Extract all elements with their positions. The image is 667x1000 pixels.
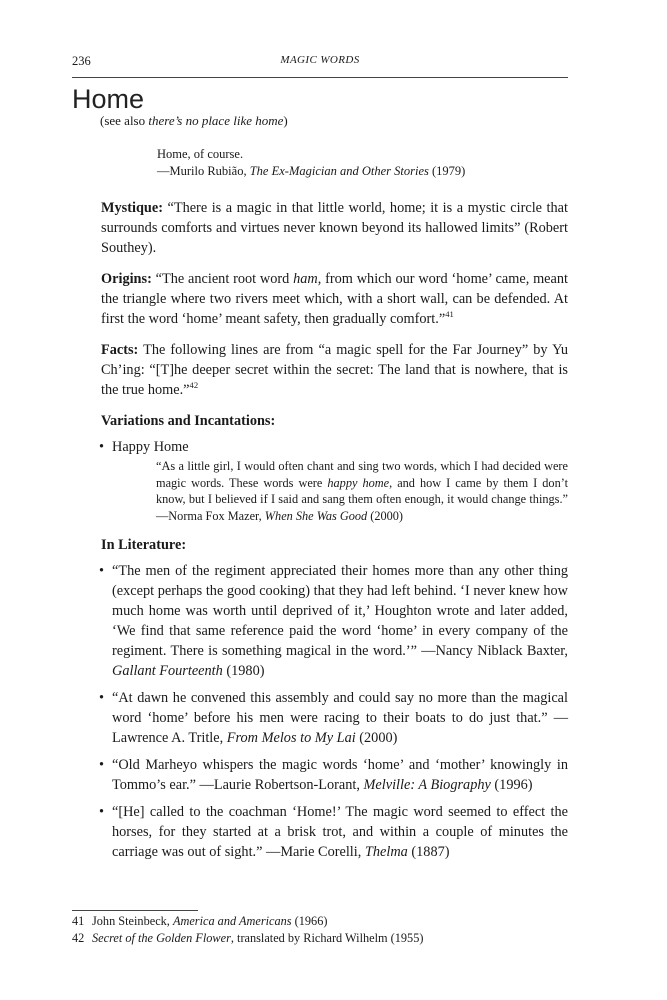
entry-body bbox=[101, 198, 568, 869]
footnote-41 bbox=[72, 913, 423, 930]
literature-quote: “The men of the regiment appreciated their homes more than any other thing (except perhaps the good cooking) that they had left behind. ‘I never knew how much home was worth until deprived of it,’ Houghton wrote and later added, ‘We find that same reference paid the word ‘home’ in every company of the regiment. There is something magical in the word.’” —Nancy Niblack Baxter, bbox=[112, 563, 568, 660]
variation-item bbox=[101, 437, 568, 524]
variation-quote-text-a: “As a little girl, I would often chant and sing two words, which I had decided were magic words. These words were bbox=[156, 459, 568, 490]
literature-quote: “Old Marheyo whispers the magic words ‘home’ and ‘mother’ knowingly in Tommo’s ear.” —Laurie Robertson-Lorant, bbox=[112, 757, 568, 794]
literature-source-year: (2000) bbox=[355, 730, 398, 747]
literature-item-text bbox=[112, 755, 568, 795]
facts-text: The following lines are from “a magic spell for the Far Journey” by Yu Ch’ing: “[T]he deeper secret within the secret: The land that is nowhere, that is the true home.” bbox=[101, 342, 568, 398]
origins-text-b: , from which our word ‘home’ came, meant the triangle where two rivers meet which, with a short wall, can be defended. At first the word ‘home’ meant safety, then gradually comfort.” bbox=[101, 271, 568, 327]
origins-label: Origins: bbox=[101, 271, 152, 287]
epigraph-quote: Home, of course. bbox=[157, 147, 244, 161]
mystique-label: Mystique: bbox=[101, 200, 163, 216]
literature-source-year: (1887) bbox=[407, 844, 450, 861]
footnote-rule bbox=[72, 910, 198, 911]
origins-root-word: ham bbox=[293, 271, 318, 287]
epigraph-work-title: The Ex-Magician and Other Stories bbox=[249, 164, 429, 178]
footnote-title: Secret of the Golden Flower bbox=[92, 931, 231, 945]
footnote-42 bbox=[72, 930, 423, 947]
literature-item-text bbox=[112, 688, 568, 748]
literature-item bbox=[101, 755, 568, 795]
bullet-mark: • bbox=[99, 563, 105, 580]
variation-quote bbox=[156, 458, 568, 524]
footnote-details: , translated by Richard Wilhelm (1955) bbox=[230, 931, 424, 945]
literature-heading: In Literature: bbox=[101, 537, 187, 554]
literature-source-title: Gallant Fourteenth bbox=[112, 663, 223, 680]
footnote-number: 41 bbox=[72, 914, 85, 928]
epigraph-author: —Murilo Rubião, bbox=[157, 164, 250, 178]
literature-source-year: (1996) bbox=[490, 777, 533, 794]
mystique-text: “There is a magic in that little world, home; it is a mystic circle that surrounds comforts and virtues never known beyond its hallowed limits” (Robert Southey). bbox=[101, 200, 568, 256]
variation-quote-year: (2000) bbox=[367, 508, 404, 523]
footnote-ref-42[interactable]: 42 bbox=[189, 380, 199, 391]
footnote-author: John Steinbeck, bbox=[92, 914, 173, 928]
footnotes bbox=[72, 913, 423, 947]
see-also-note bbox=[100, 112, 288, 130]
variation-quote-source-title: When She Was Good bbox=[264, 508, 368, 523]
literature-source-title: Melville: A Biography bbox=[363, 777, 491, 794]
mystique-section bbox=[101, 198, 568, 258]
variation-name: Happy Home bbox=[112, 439, 189, 455]
origins-text-a: “The ancient root word bbox=[151, 271, 294, 287]
literature-item-text bbox=[112, 561, 568, 681]
variation-quote-text-b: , and how I came by them I don’t know, but I believed if I said and sang them often enough, it would change things.” —Norma Fox Mazer, bbox=[156, 475, 569, 523]
header-rule bbox=[72, 77, 568, 78]
footnote-number: 42 bbox=[72, 931, 85, 945]
footnote-title: America and Americans bbox=[172, 914, 292, 928]
page-number: 236 bbox=[72, 54, 91, 68]
origins-section bbox=[101, 269, 568, 329]
epigraph-attribution bbox=[157, 163, 465, 180]
variation-quote-emphasis: happy home bbox=[327, 475, 390, 490]
running-head bbox=[72, 54, 568, 70]
footnote-details: (1966) bbox=[291, 914, 328, 928]
literature-quote: “[He] called to the coachman ‘Home!’ The magic word seemed to effect the horses, for they started at a brisk trot, and within a couple of minutes the carriage was out of sight.” —Marie Corelli, bbox=[112, 804, 568, 861]
epigraph-year: (1979) bbox=[428, 164, 466, 178]
literature-item bbox=[101, 802, 568, 862]
bullet-mark: • bbox=[99, 690, 105, 707]
see-also-prefix: (see also bbox=[100, 113, 149, 128]
literature-item bbox=[101, 561, 568, 681]
variations-heading: Variations and Incantations: bbox=[101, 413, 276, 429]
running-head-title: MAGIC WORDS bbox=[280, 54, 360, 66]
literature-source-title: Thelma bbox=[364, 844, 408, 861]
entry-title: Home bbox=[72, 84, 145, 114]
literature-list bbox=[101, 561, 568, 862]
literature-source-title: From Melos to My Lai bbox=[226, 730, 356, 747]
literature-item-text bbox=[112, 802, 568, 862]
bullet-mark: • bbox=[99, 804, 105, 821]
see-also-reference: there’s no place like home bbox=[148, 113, 284, 128]
literature-item bbox=[101, 688, 568, 748]
footnote-ref-41[interactable]: 41 bbox=[445, 309, 454, 320]
facts-section bbox=[101, 340, 568, 400]
see-also-suffix: ) bbox=[283, 113, 288, 128]
facts-label: Facts: bbox=[101, 342, 139, 358]
epigraph bbox=[157, 146, 465, 180]
literature-quote: “At dawn he convened this assembly and could say no more than the magical word ‘home’ before his men were racing to their boats to do just that.” —Lawrence A. Tritle, bbox=[112, 690, 568, 747]
bullet-mark: • bbox=[99, 757, 105, 774]
bullet-mark: • bbox=[99, 439, 105, 455]
literature-source-year: (1980) bbox=[222, 663, 265, 680]
